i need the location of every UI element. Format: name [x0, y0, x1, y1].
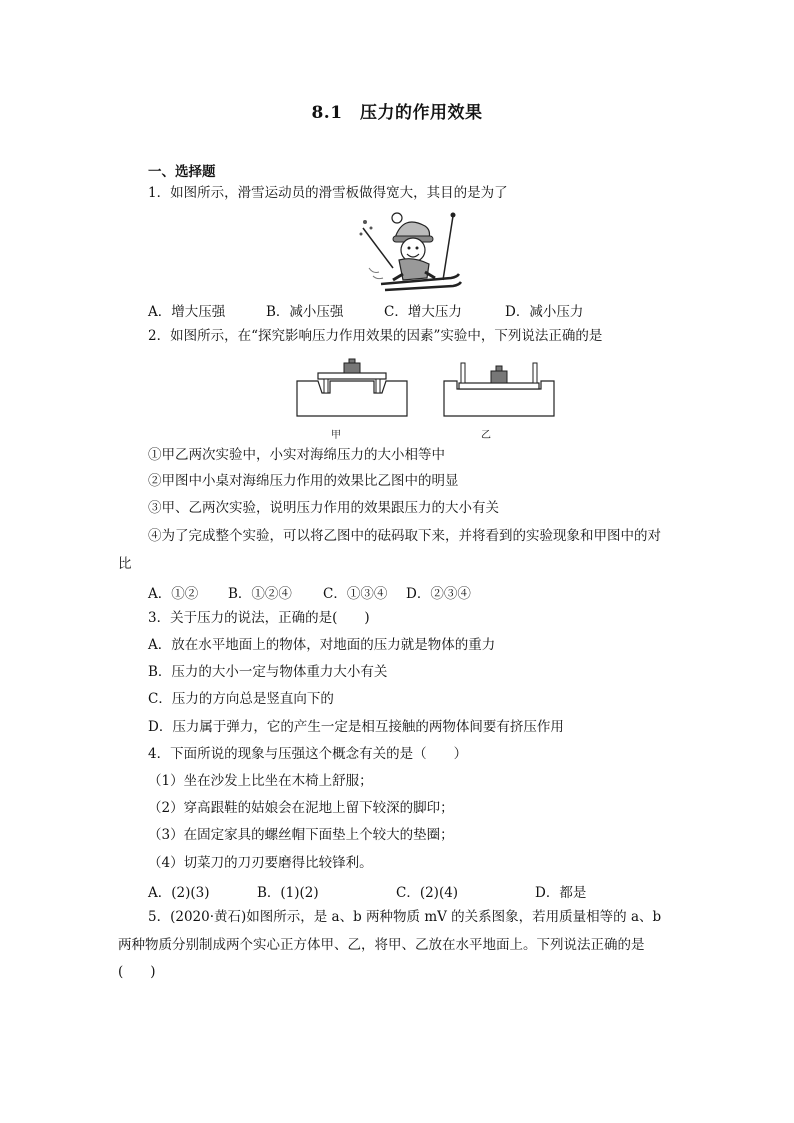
section-heading: 一、选择题: [148, 164, 216, 180]
q2-option-d: D．②③④: [406, 586, 471, 602]
q4-option-c: C．(2)(4): [396, 885, 459, 901]
q4-option-d: D．都是: [535, 885, 587, 901]
page-title: 8.1 压力的作用效果: [311, 103, 483, 123]
q2-statement-3: ③甲、乙两次实验，说明压力作用的效果跟压力的大小有关: [148, 500, 499, 516]
q4-stem: 4．下面所说的现象与压强这个概念有关的是（ ）: [148, 746, 468, 762]
q3-option-c: C．压力的方向总是竖直向下的: [148, 691, 334, 707]
diagram-label-yi: 乙: [481, 430, 491, 441]
q2-statement-4: ④为了完成整个实验，可以将乙图中的砝码取下来，并将看到的实验现象和甲图中的对: [148, 528, 661, 544]
q1-stem: 1．如图所示，滑雪运动员的滑雪板做得宽大，其目的是为了: [148, 185, 508, 201]
q1-option-d: D．减小压力: [505, 304, 584, 320]
experiment-yi-diagram: [443, 355, 555, 417]
q2-option-c: C．①③④: [323, 586, 388, 602]
skier-illustration: [355, 208, 465, 294]
q4-item-3: （3）在固定家具的螺丝帽下面垫上个较大的垫圈；: [148, 827, 454, 843]
diagram-label-jia: 甲: [331, 430, 341, 441]
q4-option-b: B．(1)(2): [257, 885, 319, 901]
q2-option-a: A．①②: [148, 586, 199, 602]
q2-statement-1: ①甲乙两次实验中，小实对海绵压力的大小相等中: [148, 447, 445, 463]
q2-statement-4-cont: 比: [118, 556, 132, 572]
q5-stem-line1: 5．(2020·黄石)如图所示，是 a、b 两种物质 mV 的关系图象，若用质量相等的 a、b: [148, 909, 662, 925]
q5-stem-line2: 两种物质分别制成两个实心正方体甲、乙，将甲、乙放在水平地面上。下列说法正确的是: [118, 937, 645, 953]
q2-statement-2: ②甲图中小桌对海绵压力作用的效果比乙图中的明显: [148, 473, 459, 489]
q4-item-2: （2）穿高跟鞋的姑娘会在泥地上留下较深的脚印；: [148, 800, 454, 816]
q1-option-a: A．增大压强: [148, 304, 226, 320]
q3-stem: 3．关于压力的说法，正确的是( ): [148, 610, 370, 626]
q5-stem-line3: ( ): [118, 964, 156, 980]
q1-option-b: B．减小压强: [266, 304, 344, 320]
q3-option-a: A．放在水平地面上的物体，对地面的压力就是物体的重力: [148, 637, 496, 653]
q1-option-c: C．增大压力: [384, 304, 462, 320]
experiment-jia-diagram: [296, 355, 408, 417]
q2-stem: 2．如图所示，在“探究影响压力作用效果的因素”实验中，下列说法正确的是: [148, 328, 603, 344]
q3-option-b: B．压力的大小一定与物体重力大小有关: [148, 664, 388, 680]
q4-item-4: （4）切菜刀的刀刃要磨得比较锋利。: [148, 855, 373, 871]
q4-item-1: （1）坐在沙发上比坐在木椅上舒服；: [148, 773, 373, 789]
q2-option-b: B．①②④: [228, 586, 292, 602]
q4-option-a: A．(2)(3): [148, 885, 210, 901]
q3-option-d: D．压力属于弹力，它的产生一定是相互接触的两物体间要有挤压作用: [148, 719, 564, 735]
